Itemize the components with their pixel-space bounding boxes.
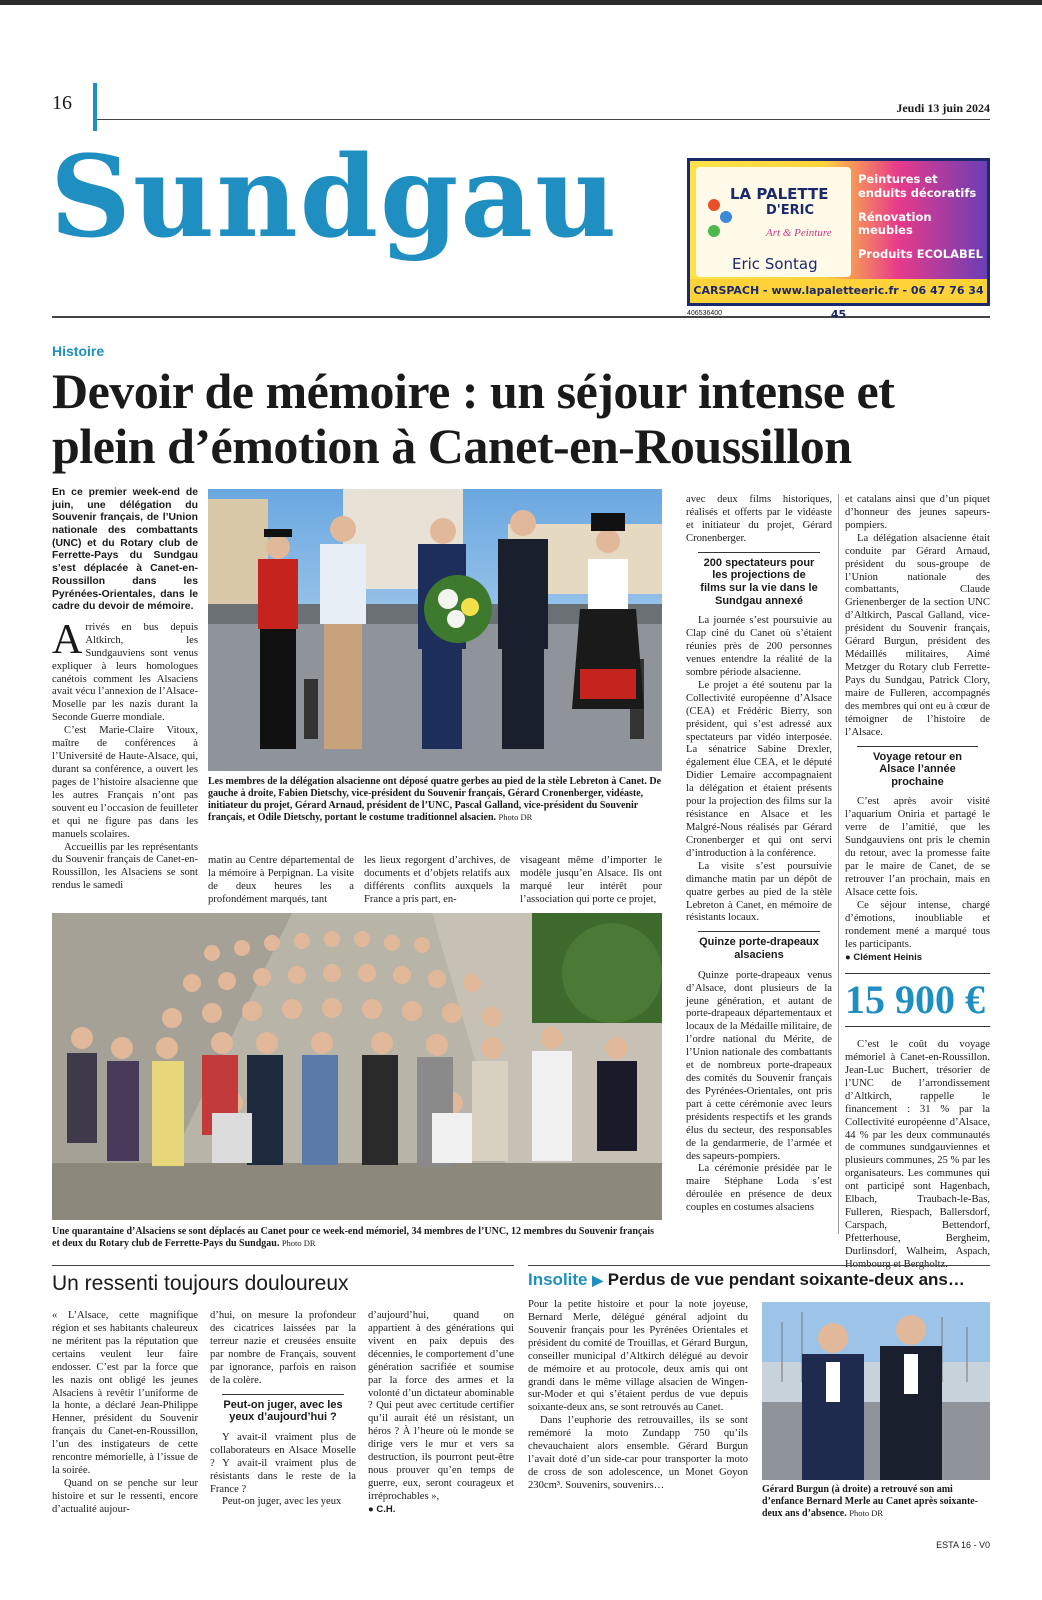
sidebar-signature: ● C.H.	[368, 1503, 396, 1515]
photo-credit: Photo DR	[498, 812, 533, 822]
sidebar-paragraph: Peut-on juger, avec les yeux	[222, 1496, 342, 1508]
ad-owner-name: Eric Sontag	[732, 255, 818, 273]
article-paragraph: La journée s’est poursuivie au Clap ciné du Canet où s’étaient réunies près de 200 personnes venues entendre la réalité de la sombre période alsacienne.	[686, 615, 832, 678]
sidebar-paragraph: d’aujourd’hui, quand on appartient à des générations qui vivent en paix depuis des décennies, le comportement d’une génération sacrifiée et soumise par la force des armes et la volonté d’un dictateur abominable ? Qui peut avec certitude certifier qu’il aurait été un résistant, un héros ? À l’heure où le monde se dirige vers le mur et vers sa destruction, ils pourront peut-être nous prouver qu’en temps de guerre, eux, seront courageux et irréprochables »,	[368, 1310, 514, 1502]
article-column-4	[686, 494, 832, 1215]
article-subhead: Quinze porte-drapeaux alsaciens	[698, 931, 820, 961]
section-rule	[52, 316, 990, 318]
article-paragraph: Ce séjour intense, chargé d’émotions, inoubliable et rondement mené a marqué tous les participants.	[845, 899, 990, 950]
article-column-2	[208, 855, 354, 907]
sidebar-rule	[52, 1265, 514, 1266]
article-signature: ● Clément Heinis	[845, 951, 923, 963]
ad-service-2: Rénovation meubles	[858, 209, 932, 238]
sidebar-paragraph: « L’Alsace, cette magnifique région et ses habitants chaleureux ne méritent pas la réputation que certains veulent leur faire endosser. C’est par la force que les nazis ont obligé les jeunes Alsaciens à revêtir l’uniforme de la honte, a déclaré Jean-Philippe Henner, président du Souvenir français du Canet-en-Roussillon, l’un des instigateurs de cette rencontre mémorielle, à l’issue de la soirée.	[52, 1310, 198, 1477]
article-paragraph: La visite s’est poursuivie dimanche matin par un dépôt de quatre gerbes au pied de la stèle Lebreton à Canet, en mémoire de résistants locaux.	[686, 860, 832, 924]
page-footer: ESTA 16 - V0	[936, 1540, 990, 1550]
sidebar1-column-2	[210, 1310, 356, 1509]
sidebar-paragraph: d’hui, on mesure la profondeur des cicatrices laissées par la terreur nazie et creusées ensuite par nombre de Français, souvent par ignorance, parfois en raison de la colère.	[210, 1310, 356, 1386]
photo-credit: Photo DR	[281, 1238, 316, 1248]
ad-services	[858, 173, 988, 272]
photo-caption: Une quarantaine d’Alsaciens se sont déplacés au Canet pour ce week-end mémoriel, 34 membres de l’UNC, 12 membres du Souvenir français et deux du Rotary club de Ferrette-Pays du Sundgau. Photo DR	[52, 1226, 655, 1249]
sidebar-paragraph: Y avait-il vraiment plus de collaborateurs en Alsace Moselle ? Y avait-il vraiment plus de résistants dans le reste de la France ?	[210, 1431, 356, 1495]
article-headline: Devoir de mémoire : un séjour intense et plein d’émotion à Canet-en-Roussillon	[52, 363, 895, 474]
photo-credit: Photo DR	[849, 1508, 884, 1518]
insolite-title: Perdus de vue pendant soixante-deux ans…	[607, 1270, 965, 1289]
article-kicker: Histoire	[52, 343, 105, 359]
article-subhead: Voyage retour en Alsace l’année prochaine	[857, 746, 978, 789]
photo-reunion	[762, 1302, 990, 1480]
article-paragraph: Arrivés en bus depuis Altkirch, les Sundgauviens sont venus expliquer à leurs homologues canétois comment les Alsaciens avait vécu l’annexion de l’Alsace-Moselle par les nazis durant la Seconde Guerre mondiale.	[52, 616, 198, 724]
sidebar-title: Un ressenti toujours douloureux	[52, 1272, 349, 1295]
ad-service-3: Produits ECOLABEL	[858, 247, 983, 262]
article-lead: En ce premier week-end de juin, une délégation du Souvenir français, de l’Union nationale des combattants (UNC) et du Rotary club de Ferrette-Pays du Sundgau s’est déplacée à Canet-en-Roussillon dans les Pyrénées-Orientales, dans le cadre du devoir de mémoire.	[52, 487, 198, 613]
header-rule	[97, 119, 990, 120]
sidebar-paragraph: Quand on se penche sur leur histoire et sur le ressenti, encore d’actualité aujour-	[52, 1477, 198, 1515]
cost-figure: 15 900 €	[845, 973, 990, 1027]
sidebar-subhead: Peut-on juger, avec les yeux d’aujourd’hui ?	[222, 1394, 344, 1424]
article-paragraph: La cérémonie présidée par le maire Stéphane Loda s’est déroulée en présence de deux couples en costumes alsaciens	[686, 1163, 832, 1214]
article-paragraph: les lieux regorgent d’archives, de documents et d’objets relatifs aux différents conflits auxquels la France a pris part, en-	[364, 855, 510, 905]
insolite-rule	[528, 1265, 990, 1266]
ad-logo-sub: Art & Peinture	[766, 227, 832, 239]
ad-logo-panel	[696, 167, 851, 277]
sidebar1-column-1	[52, 1310, 198, 1517]
photo-group	[52, 913, 662, 1220]
ad-contact[interactable]: CARSPACH - www.lapaletteeric.fr - 06 47 76 34 45	[690, 279, 987, 303]
photo-caption: Gérard Burgun (à droite) a retrouvé son ami d’enfance Bernard Merle au Canet après soixante-deux ans d’absence. Photo DR	[762, 1484, 979, 1519]
ad-logo-line1: LA PALETTE	[730, 185, 829, 203]
insolite-paragraph: Pour la petite histoire et pour la note joyeuse, Bernard Merle, délégué général adjoint du Souvenir français pour les Pyrénées Orientales et président du comité de Trouillas, et Gérard Burgun, conseiller municipal d’Altkirch délégué au devoir de mémoire et au protocole, deux amis qui ont grandi dans le même village alsacien de Wingen-sur-Moder et qui s’étaient perdus de vue depuis soixante-deux ans, se sont retrouvés au Canet.	[528, 1299, 748, 1414]
article-paragraph: La délégation alsacienne était conduite par Gérard Arnaud, président du sous-groupe de l’Union nationale des combattants, Claude Grienenberger de la section UNC d’Altkirch, Pascal Galland, vice-président du Souvenir français, Gérard Burgun, président des Médaillés militaires, Aimé Metzger du Rotary club Ferrette-Pays du Sundgau, Patrick Clory, maire de Fulleren, accompagnés des membres qui ont eu à cœur de témoigner de l’histoire de l’Alsace.	[845, 532, 990, 738]
article-paragraph: C’est le coût du voyage mémoriel à Canet-en-Roussillon. Jean-Luc Buchert, trésorier de l’UNC de l’arrondissement d’Altkirch, rappelle le financement : 31 % par la Collectivité européenne d’Alsace, 44 % par les deux communautés de communes sundgauviennes et plusieurs communes, 25 % par les organisateurs. Les communes qui ont participé sont Hagenbach, Elbach, Traubach-le-Bas, Fulleren, Riespach, Ballersdorf, Carspach, Bettendorf, Pfetterhouse, Bergheim, Durlinsdorf, Walheim, Aspach,	[845, 1039, 990, 1257]
article-paragraph: matin au Centre départemental de la mémoire à Perpignan. La visite de deux heures les a profondément marqués, tant	[208, 855, 354, 905]
article-paragraph: Le projet a été soutenu par la Collectivité européenne d’Alsace (CEA) et Frédéric Bierry, son président, qui s’est adressé aux spectateurs par vidéo interposée. La sénatrice Sabine Drexler, également élue CEA, et le député Didier Lemaire accompagnaient la délégation et étaient présents pour la projection des films sur la résistance en Alsace et les Malgré-Nous réalisés par Gérard Cronenberger et qui ont servi d’introduction à la conférence.	[686, 679, 832, 859]
column-rule	[838, 494, 839, 1234]
sidebar1-column-3	[368, 1310, 514, 1515]
ad-service-1: Peintures et enduits décoratifs	[858, 172, 977, 200]
article-paragraph: Accueillis par les représentants du Souvenir français de Canet-en-Roussillon, les Alsaciens se sont rendus le samedi	[52, 841, 198, 892]
issue-date: Jeudi 13 juin 2024	[896, 101, 990, 115]
photo-wreath-ceremony	[208, 489, 662, 771]
insolite-label: Insolite	[528, 1270, 588, 1289]
insolite-paragraph: Dans l’euphorie des retrouvailles, ils se sont remémoré la moto Zundapp 750 qu’ils chevauchaient alors ensemble. Gérard Burgun l’avait doté d’un side-car pour transporter la moto de cross de son adolescence, un Monet Goyon 230cm³. Souvenirs, souvenirs…	[528, 1415, 748, 1491]
insolite-heading	[528, 1270, 965, 1290]
photo-caption: Les membres de la délégation alsacienne ont déposé quatre gerbes au pied de la stèle Lebreton à Canet. De gauche à droite, Fabien Dietschy, vice-président du Souvenir français, Gérard Cronenberger, vidéaste, initiateur du projet, Gérard Arnaud, président de l’UNC, Pascal Galland, vice-président du Souvenir français, et Odile Dietschy, portant le costume traditionnel alsacien. Photo DR	[208, 776, 662, 823]
page-number-bar	[93, 83, 97, 131]
article-paragraph: Quinze porte-drapeaux venus d’Alsace, dont plusieurs de la jeune génération, et autant de porte-drapeaux départementaux et locaux de la Médaille militaire, de l’ordre national du Mérite, de l’Union nationale des combattants et de nombreux porte-drapeaux des comités du Souvenir français des Pyrénées-Orientales, ont pris part à cette cérémonie avec leurs présidents respectifs et les grands élus du secteur, des responsables de la gendarmerie, de l’armée et des sapeurs-pompiers.	[686, 969, 832, 1162]
article-paragraph: et catalans ainsi que d’un piquet d’honneur des jeunes sapeurs-pompiers.	[845, 494, 990, 531]
article-column-3b	[520, 855, 662, 907]
article-paragraph: avec deux films historiques, réalisés et offerts par le vidéaste et initiateur du projet, Gérard Cronenberger.	[686, 494, 832, 544]
top-border	[0, 0, 1042, 5]
ad-reference: 406536400	[687, 310, 723, 317]
drop-cap: A	[52, 616, 83, 663]
article-paragraph: visageant même d’importer le modèle jusqu’en Alsace. Ils ont marqué leur intérêt pour l’association qui porte ce projet,	[520, 855, 662, 905]
insolite-text	[528, 1299, 748, 1493]
article-column-3	[364, 855, 510, 907]
article-paragraph: C’est après avoir visité l’aquarium Oniria et partagé le verre de l’amitié, que les Sundgauviens ont pris le chemin du retour, avec la promesse faite par le maire de Canet, de se retrouver l’an prochain, mais en Alsace cette fois.	[845, 796, 990, 898]
article-subhead: 200 spectateurs pour les projections de films sur la vie dans le Sundgau annexé	[698, 552, 820, 608]
triangle-right-icon: ▶	[592, 1272, 604, 1288]
article-column-1	[52, 487, 198, 893]
page-number: 16	[52, 92, 72, 114]
article-paragraph: C’est Marie-Claire Vitoux, maître de conférences à l’Université de Haute-Alsace, qui, durant sa conférence, a ouvert les pages de l’histoire alsacienne que les autres Français n’ont pas souvent eu l’occasion de feuilleter et qui ne figure pas dans les manuels scolaires.	[52, 725, 198, 840]
section-title: Sundgau	[50, 132, 619, 263]
ad-logo-line2: D'ERIC	[766, 203, 815, 218]
article-column-5	[845, 494, 990, 1272]
